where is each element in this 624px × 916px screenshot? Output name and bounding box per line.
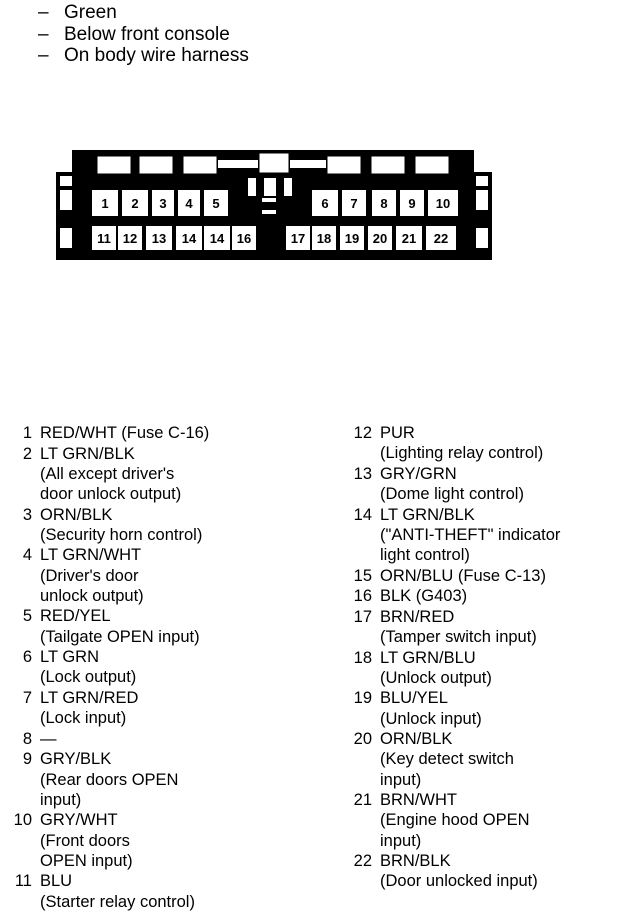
circuit-description: (Starter relay control) xyxy=(40,892,195,911)
wire-color: BRN/BLK xyxy=(380,852,451,871)
pin-legend-number: 18 xyxy=(353,648,372,667)
circuit-description: (Lock output) xyxy=(40,668,137,687)
pin-legend-number: 12 xyxy=(353,424,372,442)
wire-color: BLU/YEL xyxy=(380,689,448,708)
pin-legend-number: 1 xyxy=(22,424,32,442)
pin-legend-number: 15 xyxy=(353,566,372,585)
pin-number: 5 xyxy=(212,196,220,211)
wire-color: LT GRN/BLU xyxy=(380,648,476,667)
circuit-description: (Unlock input) xyxy=(380,709,482,728)
pin-legend-number: 22 xyxy=(353,852,372,871)
circuit-description: light control) xyxy=(380,546,470,564)
center-key-slot xyxy=(248,178,256,196)
wire-color: ORN/BLK xyxy=(40,505,113,524)
pin-number: 20 xyxy=(372,231,388,246)
pin-number: 7 xyxy=(350,196,358,211)
pin-legend-item xyxy=(346,423,621,463)
circuit-description: input) xyxy=(380,831,422,850)
pin-legend-number: 17 xyxy=(353,607,372,626)
wire-color: — xyxy=(40,729,57,748)
pin-legend-item xyxy=(346,505,621,566)
pin-legend-item xyxy=(6,647,306,687)
pin-legend-number: 6 xyxy=(22,648,32,667)
pin-number: 4 xyxy=(185,196,193,211)
wire-color: LT GRN/BLK xyxy=(40,444,135,463)
circuit-description: (Tamper switch input) xyxy=(380,627,537,646)
pin-legend-item xyxy=(6,729,306,749)
wire-color: GRY/WHT xyxy=(40,811,118,830)
pin-legend-number: 13 xyxy=(353,464,372,483)
left-flange-slot xyxy=(60,228,72,248)
top-tab xyxy=(258,152,290,174)
right-flange-slot xyxy=(476,228,488,248)
wire-color: BLK (G403) xyxy=(380,587,468,606)
info-line-harness: – On body wire harness xyxy=(38,45,249,66)
wire-color: LT GRN/BLK xyxy=(380,505,475,524)
pin-number: 22 xyxy=(433,231,449,246)
pin-legend-number: 9 xyxy=(22,750,32,769)
circuit-description: (Key detect switch xyxy=(380,750,514,769)
key-notch xyxy=(218,160,258,168)
pin-legend-number: 21 xyxy=(353,791,372,810)
wire-color: ORN/BLU (Fuse C-13) xyxy=(380,566,546,585)
pin-legend-number: 8 xyxy=(22,729,32,748)
pin-number: 14 xyxy=(181,231,197,246)
top-tab xyxy=(370,155,406,175)
center-key-mark xyxy=(262,198,276,202)
pin-legend-number: 3 xyxy=(22,505,32,524)
pin-number: 11 xyxy=(97,231,111,246)
pin-legend-item xyxy=(346,566,621,586)
wire-color: ORN/BLK xyxy=(380,730,453,749)
pin-legend-right xyxy=(346,423,621,892)
circuit-description: (Door unlocked input) xyxy=(380,872,538,891)
pin-legend-number: 16 xyxy=(353,587,372,606)
pin-legend-item xyxy=(346,464,621,504)
pin-number: 17 xyxy=(290,231,306,246)
circuit-description: (Security horn control) xyxy=(40,525,203,544)
circuit-description: (Driver's door xyxy=(40,566,139,585)
pin-legend-left xyxy=(6,423,306,912)
connector-diagram xyxy=(0,0,624,300)
top-tab xyxy=(138,155,174,175)
pin-number: 3 xyxy=(159,196,167,211)
pin-number: 6 xyxy=(321,196,329,211)
pin-number: 19 xyxy=(344,231,360,246)
pin-legend-number: 7 xyxy=(22,688,32,707)
pin-legend-item xyxy=(346,586,621,606)
pin-legend-item xyxy=(6,871,306,911)
center-key-slot xyxy=(264,178,276,196)
pin-legend-item xyxy=(6,545,306,606)
center-key-mark xyxy=(262,210,276,214)
pin-legend-item xyxy=(346,790,621,851)
pin-legend-item xyxy=(346,729,621,790)
top-tab xyxy=(96,155,132,175)
pin-number: 18 xyxy=(316,231,332,246)
circuit-description: input) xyxy=(380,770,422,789)
wire-color: RED/YEL xyxy=(40,607,111,626)
key-notch xyxy=(290,160,326,168)
pin-legend-number: 10 xyxy=(13,811,32,830)
pin-number: 10 xyxy=(435,196,451,211)
pin-legend-item xyxy=(6,444,306,505)
pin-number: 14 xyxy=(209,231,225,246)
top-tab xyxy=(326,155,362,175)
left-flange-slot xyxy=(60,176,72,186)
pin-number: 1 xyxy=(101,196,109,211)
circuit-description: (All except driver's xyxy=(40,464,175,483)
circuit-description: (Rear doors OPEN xyxy=(40,770,179,789)
circuit-description: unlock output) xyxy=(40,586,144,605)
pin-legend-item xyxy=(346,851,621,891)
pin-legend-item xyxy=(346,648,621,688)
pin-legend-number: 20 xyxy=(353,730,372,749)
wire-color: PUR xyxy=(380,424,415,442)
info-line-color: – Green xyxy=(38,2,117,23)
pin-legend-item xyxy=(6,423,306,443)
circuit-description: ("ANTI-THEFT" indicator xyxy=(380,525,561,544)
pin-number: 9 xyxy=(408,196,416,211)
pin-number: 13 xyxy=(151,231,167,246)
pin-legend-number: 19 xyxy=(353,689,372,708)
pin-legend-number: 2 xyxy=(22,444,32,463)
pin-legend-number: 14 xyxy=(353,505,372,524)
wire-color: LT GRN/RED xyxy=(40,688,139,707)
pin-legend-item xyxy=(6,749,306,810)
right-flange-slot xyxy=(476,176,488,186)
center-key-slot xyxy=(284,178,292,196)
wire-color: LT GRN xyxy=(40,648,99,667)
circuit-description: (Lock input) xyxy=(40,709,127,728)
wire-color: GRY/GRN xyxy=(380,464,457,483)
pin-number: 21 xyxy=(401,231,417,246)
wire-color: BLU xyxy=(40,872,73,891)
pin-legend-item xyxy=(6,688,306,728)
pin-legend-item xyxy=(346,688,621,728)
pin-legend-item xyxy=(6,505,306,545)
wire-color: LT GRN/WHT xyxy=(40,546,142,565)
right-flange-slot xyxy=(476,190,488,210)
circuit-description: OPEN input) xyxy=(40,851,133,870)
pin-number: 2 xyxy=(131,196,139,211)
wire-color: RED/WHT (Fuse C-16) xyxy=(40,424,210,442)
circuit-description: input) xyxy=(40,790,82,809)
circuit-description: (Engine hood OPEN xyxy=(380,811,530,830)
wire-color: BRN/RED xyxy=(380,607,455,626)
top-tab xyxy=(414,155,450,175)
wire-color: GRY/BLK xyxy=(40,750,112,769)
pin-number: 8 xyxy=(380,196,388,211)
pin-legend-item xyxy=(6,810,306,871)
circuit-description: door unlock output) xyxy=(40,485,182,503)
circuit-description: (Front doors xyxy=(40,831,130,850)
pin-number: 12 xyxy=(122,231,138,246)
circuit-description: (Dome light control) xyxy=(380,485,524,503)
left-flange-slot xyxy=(60,190,72,210)
info-line-location: – Below front console xyxy=(38,23,230,45)
pin-legend-number: 11 xyxy=(14,872,32,891)
circuit-description: (Lighting relay control) xyxy=(380,444,544,463)
wire-color: BRN/WHT xyxy=(380,791,457,810)
pin-legend-item xyxy=(346,607,621,647)
top-tab xyxy=(182,155,218,175)
pin-legend-number: 5 xyxy=(22,607,32,626)
pin-number: 16 xyxy=(236,231,252,246)
pin-legend-number: 4 xyxy=(22,546,32,565)
circuit-description: (Tailgate OPEN input) xyxy=(40,627,200,646)
pin-legend-item xyxy=(6,606,306,646)
circuit-description: (Unlock output) xyxy=(380,668,492,687)
